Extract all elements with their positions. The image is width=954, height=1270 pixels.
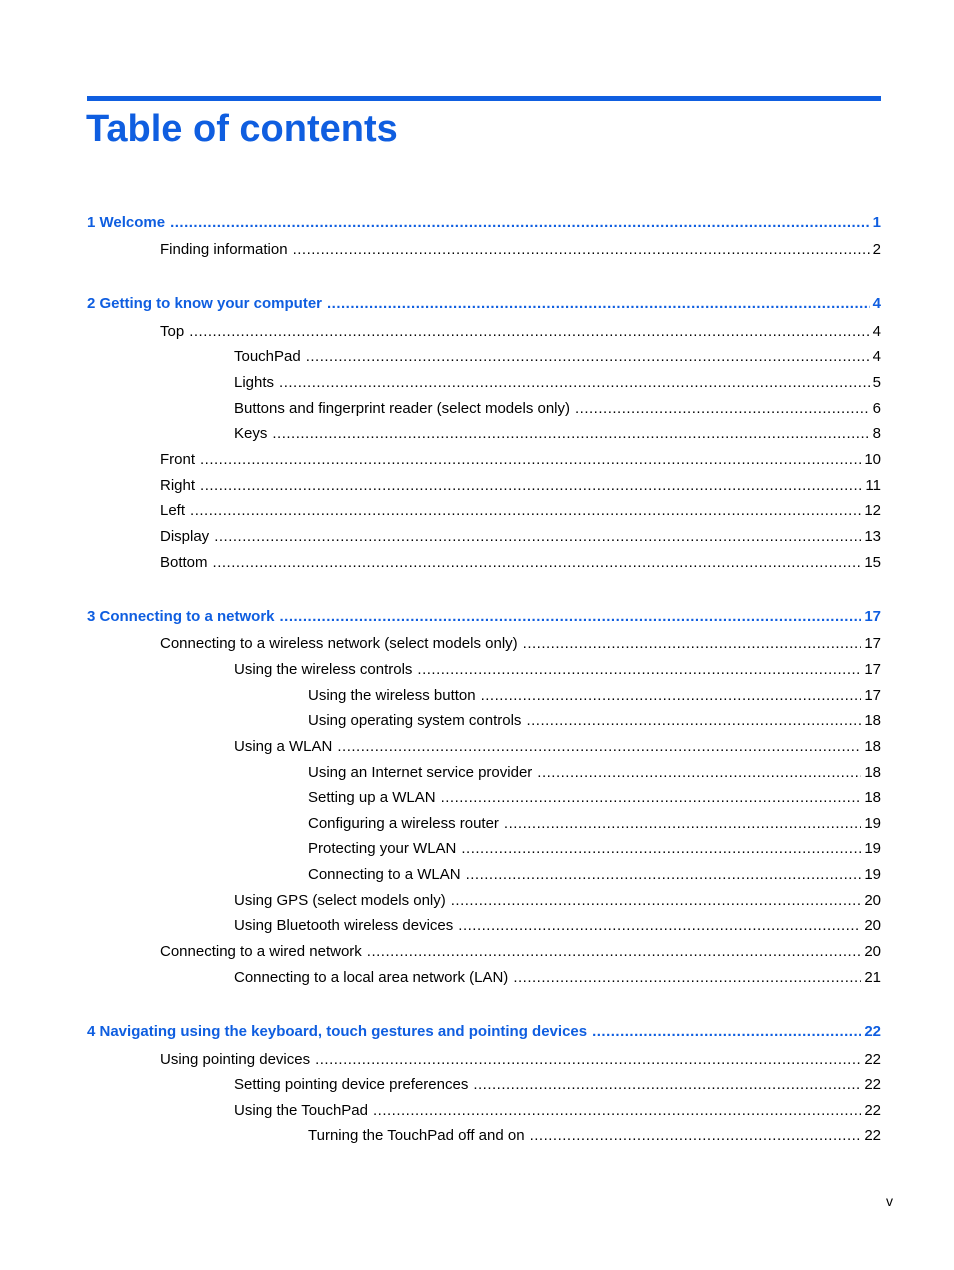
- toc-entry[interactable]: [87, 294, 881, 314]
- toc-entry-label: Lights: [234, 374, 275, 391]
- toc-entry[interactable]: [160, 942, 881, 962]
- toc-entry-page: 22: [864, 1051, 881, 1068]
- toc-dot-leader: [513, 968, 861, 988]
- toc-entry-label: Buttons and fingerprint reader (select models only): [234, 400, 571, 417]
- toc-entry-page: 19: [864, 815, 881, 832]
- toc-entry-label: Right: [160, 477, 196, 494]
- toc-entry[interactable]: [234, 1101, 881, 1121]
- toc-entry-label: TouchPad: [234, 348, 301, 365]
- toc-entry[interactable]: [160, 476, 881, 496]
- toc-entry[interactable]: [308, 814, 881, 834]
- toc-entry-label: Setting up a WLAN: [308, 789, 436, 806]
- toc-dot-leader: [170, 213, 870, 233]
- toc-entry-page: 20: [864, 892, 881, 909]
- toc-dot-leader: [280, 607, 862, 627]
- toc-dot-leader: [526, 711, 861, 731]
- toc-entry[interactable]: [308, 788, 881, 808]
- toc-entry-label: Connecting to a local area network (LAN): [234, 969, 509, 986]
- toc-dot-leader: [214, 527, 861, 547]
- toc-entry-label: 1 Welcome: [87, 214, 166, 231]
- toc-dot-leader: [293, 240, 870, 260]
- toc-entry-label: Using GPS (select models only): [234, 892, 446, 909]
- toc-dot-leader: [466, 865, 862, 885]
- toc-entry[interactable]: [308, 711, 881, 731]
- toc-entry-page: 4: [872, 323, 881, 340]
- toc-dot-leader: [315, 1050, 861, 1070]
- toc-entry[interactable]: [160, 527, 881, 547]
- toc-entry-page: 21: [864, 969, 881, 986]
- toc-entry[interactable]: [234, 424, 881, 444]
- toc-entry-page: 22: [864, 1102, 881, 1119]
- toc-entry-label: Using pointing devices: [160, 1051, 311, 1068]
- toc-entry-page: 4: [872, 348, 881, 365]
- toc-entry-page: 1: [872, 214, 881, 231]
- toc-entry-label: Using the wireless controls: [234, 661, 413, 678]
- toc-entry[interactable]: [234, 968, 881, 988]
- toc-entry-page: 12: [864, 502, 881, 519]
- toc-entry-label: Using operating system controls: [308, 712, 522, 729]
- toc-dot-leader: [473, 1075, 861, 1095]
- toc-entry-page: 22: [864, 1076, 881, 1093]
- toc-entry-page: 19: [864, 866, 881, 883]
- toc-entry-label: Connecting to a wired network: [160, 943, 362, 960]
- toc-entry-page: 18: [864, 764, 881, 781]
- toc-entry[interactable]: [160, 322, 881, 342]
- toc-entry-page: 17: [864, 608, 881, 625]
- toc-dot-leader: [461, 839, 861, 859]
- toc-dot-leader: [200, 476, 862, 496]
- toc-entry-page: 8: [872, 425, 881, 442]
- toc-dot-leader: [481, 686, 862, 706]
- toc-entry[interactable]: [308, 839, 881, 859]
- toc-dot-leader: [327, 294, 870, 314]
- toc-entry[interactable]: [308, 686, 881, 706]
- toc-dot-leader: [367, 942, 862, 962]
- toc-entry-page: 5: [872, 374, 881, 391]
- toc-entry-label: 3 Connecting to a network: [87, 608, 275, 625]
- toc-entry-label: 2 Getting to know your computer: [87, 295, 323, 312]
- toc-entry[interactable]: [234, 891, 881, 911]
- page-number: v: [886, 1193, 893, 1209]
- toc-entry[interactable]: [160, 634, 881, 654]
- toc-entry-page: 20: [864, 943, 881, 960]
- toc-entry[interactable]: [234, 916, 881, 936]
- toc-entry[interactable]: [160, 240, 881, 260]
- toc-entry-label: Connecting to a WLAN: [308, 866, 461, 883]
- toc-entry-page: 18: [864, 712, 881, 729]
- toc-dot-leader: [592, 1022, 861, 1042]
- toc-entry-page: 17: [864, 687, 881, 704]
- toc-entry[interactable]: [87, 213, 881, 233]
- toc-entry-page: 18: [864, 789, 881, 806]
- toc-dot-leader: [523, 634, 862, 654]
- toc-entry-label: Using the wireless button: [308, 687, 476, 704]
- toc-entry-label: Using a WLAN: [234, 738, 333, 755]
- toc-entry-label: Using Bluetooth wireless devices: [234, 917, 454, 934]
- toc-dot-leader: [458, 916, 861, 936]
- toc-entry-page: 15: [864, 554, 881, 571]
- toc-entry-label: Front: [160, 451, 196, 468]
- toc-entry-label: Using an Internet service provider: [308, 764, 533, 781]
- toc-entry-page: 6: [872, 400, 881, 417]
- toc-dot-leader: [189, 322, 869, 342]
- toc-entry-page: 17: [864, 661, 881, 678]
- toc-entry-label: Left: [160, 502, 186, 519]
- toc-entry[interactable]: [308, 763, 881, 783]
- toc-dot-leader: [190, 501, 861, 521]
- toc-entry-page: 13: [864, 528, 881, 545]
- toc-dot-leader: [272, 424, 869, 444]
- toc-entry-label: Configuring a wireless router: [308, 815, 499, 832]
- toc-entry[interactable]: [234, 347, 881, 367]
- toc-entry-label: Display: [160, 528, 210, 545]
- toc-dot-leader: [200, 450, 861, 470]
- toc-entry[interactable]: [234, 1075, 881, 1095]
- toc-entry-page: 11: [865, 477, 881, 494]
- page-title: Table of contents: [86, 108, 398, 150]
- toc-entry[interactable]: [160, 501, 881, 521]
- toc-entry[interactable]: [160, 1050, 881, 1070]
- toc-entry-page: 20: [864, 917, 881, 934]
- toc-dot-leader: [530, 1126, 862, 1146]
- toc-entry-page: 2: [872, 241, 881, 258]
- toc-entry-page: 22: [864, 1127, 881, 1144]
- toc-dot-leader: [306, 347, 870, 367]
- toc-entry-label: Keys: [234, 425, 268, 442]
- toc-entry-page: 18: [864, 738, 881, 755]
- toc-entry[interactable]: [234, 373, 881, 393]
- toc-dot-leader: [213, 553, 862, 573]
- toc-entry-page: 22: [864, 1023, 881, 1040]
- toc-entry-page: 17: [864, 635, 881, 652]
- toc-entry-label: Top: [160, 323, 185, 340]
- toc-entry-label: Protecting your WLAN: [308, 840, 457, 857]
- toc-entry[interactable]: [234, 660, 881, 680]
- toc-entry[interactable]: [234, 399, 881, 419]
- toc-entry-page: 10: [864, 451, 881, 468]
- toc-entry-page: 4: [872, 295, 881, 312]
- toc-entry-label: 4 Navigating using the keyboard, touch gestures and pointing devices: [87, 1023, 588, 1040]
- toc-entry-label: Setting pointing device preferences: [234, 1076, 469, 1093]
- toc-dot-leader: [279, 373, 870, 393]
- toc-entry[interactable]: [87, 1022, 881, 1042]
- toc-entry[interactable]: [234, 737, 881, 757]
- toc-entry[interactable]: [160, 450, 881, 470]
- toc-dot-leader: [575, 399, 870, 419]
- toc-dot-leader: [504, 814, 861, 834]
- toc-dot-leader: [537, 763, 861, 783]
- toc-entry[interactable]: [308, 865, 881, 885]
- toc-entry-label: Connecting to a wireless network (select models only): [160, 635, 518, 652]
- toc-entry[interactable]: [160, 553, 881, 573]
- toc-entry-label: Using the TouchPad: [234, 1102, 368, 1119]
- toc-entry-label: Turning the TouchPad off and on: [308, 1127, 525, 1144]
- toc-entry-page: 19: [864, 840, 881, 857]
- toc-dot-leader: [417, 660, 861, 680]
- toc-dot-leader: [441, 788, 862, 808]
- toc-dot-leader: [337, 737, 861, 757]
- toc-entry-label: Finding information: [160, 241, 288, 258]
- toc-dot-leader: [373, 1101, 861, 1121]
- toc-entry-label: Bottom: [160, 554, 208, 571]
- toc-entry[interactable]: [308, 1126, 881, 1146]
- toc-entry[interactable]: [87, 607, 881, 627]
- toc-dot-leader: [451, 891, 862, 911]
